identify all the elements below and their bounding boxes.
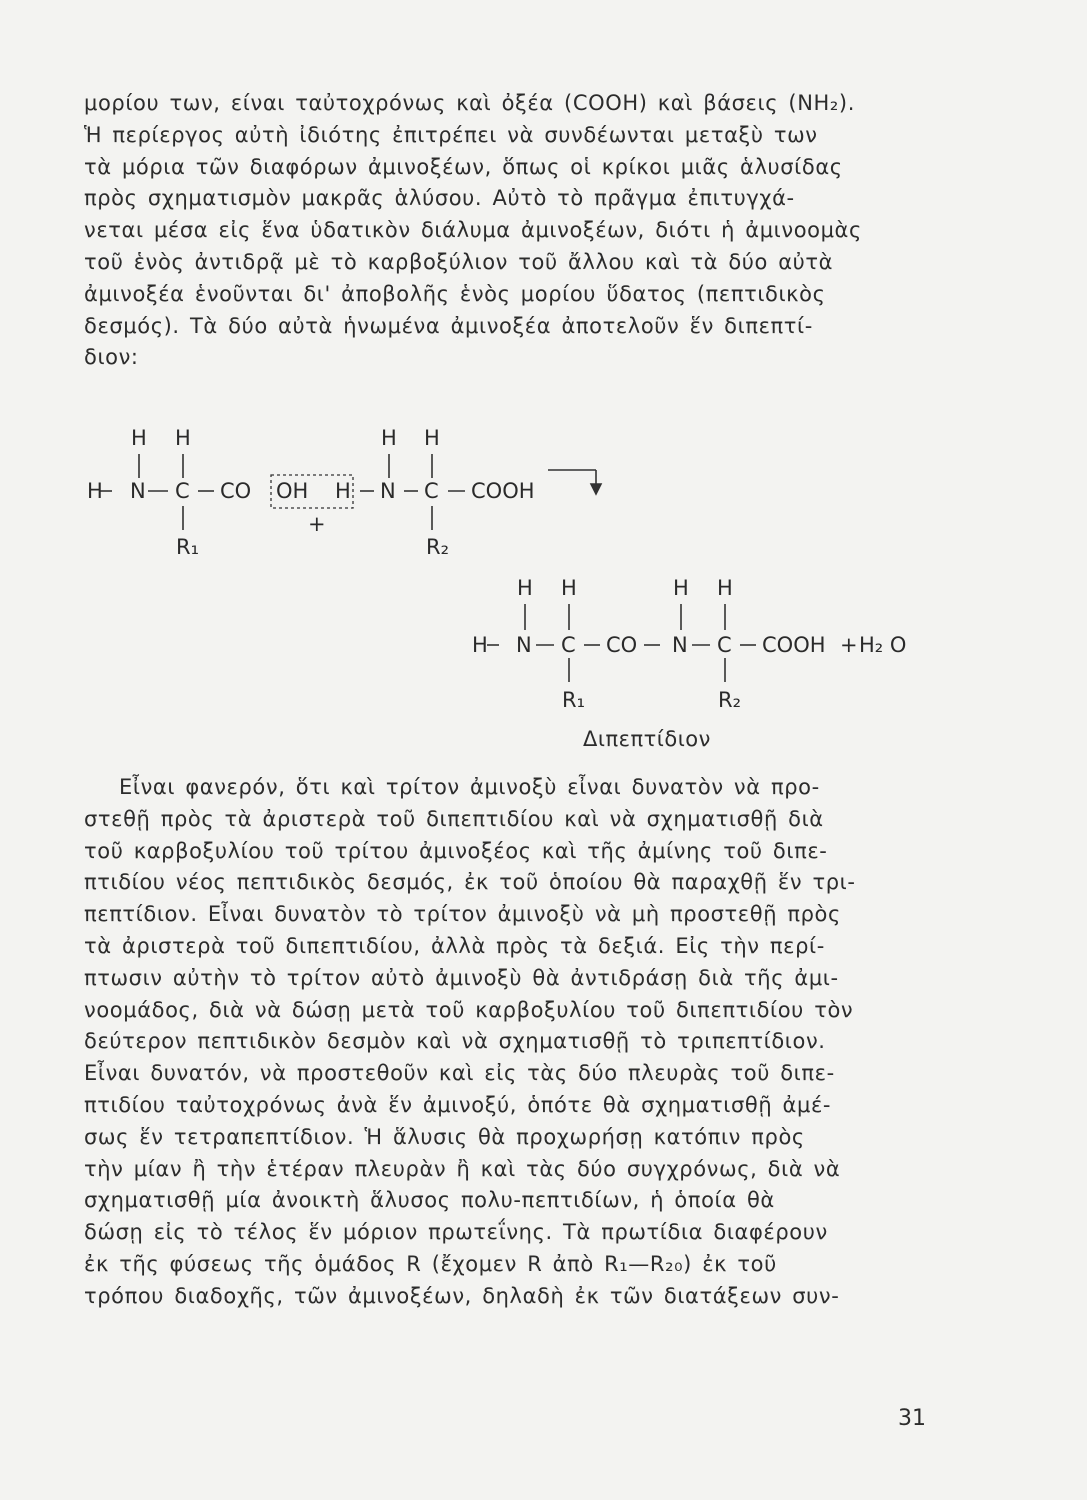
text-line: σως ἕν τετραπεπτίδιον. Ἡ ἅλυσις θὰ προχωρήσῃ κατόπιν πρὸς [84, 1124, 805, 1149]
hydrogen-atom: H [87, 479, 103, 503]
text-line: στεθῇ πρὸς τὰ ἀριστερὰ τοῦ διπεπτιδίου καὶ νὰ σχηματισθῇ διὰ [84, 806, 824, 831]
carbonyl-group: CO [606, 633, 638, 657]
r1-side-chain: R₁ [562, 688, 586, 712]
text-line: τὰ μόρια τῶν διαφόρων ἀμινοξέων, ὅπως οἱ κρίκοι μιᾶς ἁλυσίδας [84, 154, 843, 179]
text-line: πρὸς σχηματισμὸν μακρᾶς ἁλύσου. Αὐτὸ τὸ πρᾶγμα ἐπιτυγχά- [84, 186, 795, 211]
hydrogen-atom: H [561, 576, 577, 600]
r2-side-chain: R₂ [718, 688, 742, 712]
hydrogen-atom: H [131, 426, 147, 450]
alpha-carbon-atom: C [424, 479, 439, 503]
paragraph-peptide-chain [84, 772, 856, 1313]
text-line: Ἡ περίεργος αὐτὴ ἰδιότης ἐπιτρέπει νὰ συνδέωνται μεταξὺ των [84, 122, 818, 147]
text-line: τὰ ἀριστερὰ τοῦ διπεπτιδίου, ἀλλὰ πρὸς τὰ δεξιά. Εἰς τὴν περί- [84, 933, 825, 958]
text-line: Εἶναι φανερόν, ὅτι καὶ τρίτον ἀμινοξὺ εἶναι δυνατὸν νὰ προ- [119, 775, 820, 799]
dipeptide-caption: Διπεπτίδιον [583, 727, 711, 751]
water-molecule: H₂ O [859, 633, 907, 657]
carbonyl-group: CO [220, 479, 252, 503]
carboxyl-group: COOH [471, 479, 535, 503]
hydrogen-atom: H [673, 576, 689, 600]
nitrogen-atom: N [380, 479, 396, 503]
text-line: νοομάδος, διὰ νὰ δώσῃ μετὰ τοῦ καρβοξυλίου τοῦ διπεπτιδίου τὸν [84, 997, 854, 1022]
nitrogen-atom: N [516, 633, 532, 657]
text-line: τοῦ καρβοξυλίου τοῦ τρίτου ἀμινοξέος καὶ τῆς ἀμίνης τοῦ διπε- [84, 838, 828, 863]
text-line: μορίου των, είναι ταὐτοχρόνως καὶ ὀξέα (COOH) καὶ βάσεις (NH₂). [84, 91, 855, 115]
text-line: Εἶναι δυνατόν, νὰ προστεθοῦν καὶ εἰς τὰς δύο πλευρὰς τοῦ διπε- [84, 1061, 835, 1086]
text-line: νεται μέσα εἰς ἕνα ὑδατικὸν διάλυμα ἀμινοξέων, διότι ἡ ἀμινοομὰς [84, 218, 862, 243]
text-line: πεπτίδιον. Εἶναι δυνατὸν τὸ τρίτον ἀμινοξὺ νὰ μὴ προστεθῇ πρὸς [84, 902, 841, 927]
text-line: δεύτερον πεπτιδικὸν δεσμὸν καὶ νὰ σχηματισθῇ τὸ τριπεπτίδιον. [84, 1029, 826, 1054]
alpha-carbon-atom: C [175, 479, 190, 503]
text-line: τρόπου διαδοχῆς, τῶν ἀμινοξέων, δηλαδὴ ἐκ τῶν διατάξεων συν- [84, 1283, 840, 1308]
hydrogen-atom: H [717, 576, 733, 600]
text-line: ἀμινοξέα ἑνοῦνται δι' ἀποβολῆς ἑνὸς μορίου ὕδατος (πεπτιδικὸς [84, 281, 826, 306]
text-line: δεσμός). Τὰ δύο αὐτὰ ἡνωμένα ἀμινοξέα ἀποτελοῦν ἕν διπεπτί- [84, 313, 813, 338]
nitrogen-atom: N [672, 633, 688, 657]
hydrogen-atom: H [424, 426, 440, 450]
text-line: πτιδίου ταὐτοχρόνως ἀνὰ ἕν ἀμινοξύ, ὁπότε θὰ σχηματισθῇ ἀμέ- [84, 1092, 832, 1117]
alpha-carbon-atom: C [561, 633, 576, 657]
text-line: τοῦ ἑνὸς ἀντιδρᾷ μὲ τὸ καρβοξύλιον τοῦ ἄλλου καὶ τὰ δύο αὐτὰ [84, 249, 834, 274]
text-line: δώσῃ εἰς τὸ τέλος ἕν μόριον πρωτεΐνης. Τὰ πρωτίδια διαφέρουν [84, 1220, 828, 1245]
text-line: διον: [84, 345, 139, 370]
alpha-carbon-atom: C [717, 633, 732, 657]
text-line: τὴν μίαν ἢ τὴν ἑτέραν πλευρὰν ἢ καὶ τὰς δύο συγχρόνως, διὰ νὰ [84, 1156, 841, 1181]
hydroxyl-group: OH [276, 479, 309, 503]
text-line: πτιδίου νέος πεπτιδικὸς δεσμός, ἐκ τοῦ ὁποίου θὰ παραχθῇ ἕν τρι- [84, 870, 856, 895]
hydrogen-atom: H [175, 426, 191, 450]
hydrogen-atom: H [335, 479, 351, 503]
text-line: πτωσιν αὐτὴν τὸ τρίτον αὐτὸ ἀμινοξὺ θὰ ἀντιδράσῃ διὰ τῆς ἀμι- [84, 965, 839, 990]
hydrogen-atom: H [381, 426, 397, 450]
nitrogen-atom: N [130, 479, 146, 503]
page-number: 31 [898, 1406, 926, 1431]
plus-sign: + [840, 633, 858, 657]
carboxyl-group: COOH [762, 633, 826, 657]
hydrogen-atom: H [472, 633, 488, 657]
hydrogen-atom: H [517, 576, 533, 600]
r2-side-chain: R₂ [426, 535, 450, 559]
text-line: σχηματισθῇ μία ἀνοικτὴ ἅλυσος πολυ-πεπτιδίων, ἡ ὁποία θὰ [84, 1188, 775, 1213]
text-line: ἐκ τῆς φύσεως τῆς ὁμάδος R (ἔχομεν R ἀπὸ R₁—R₂₀) ἐκ τοῦ [84, 1251, 777, 1276]
r1-side-chain: R₁ [176, 535, 200, 559]
plus-sign: + [308, 512, 326, 536]
